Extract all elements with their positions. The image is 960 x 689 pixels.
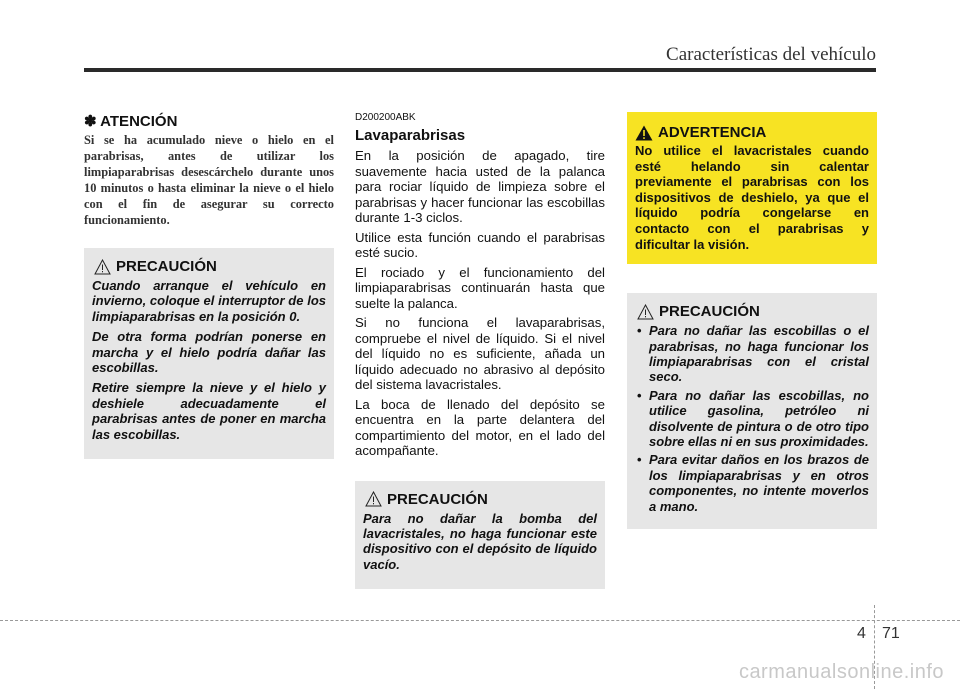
header-rule (84, 68, 876, 72)
precaucion-title-1 (92, 258, 326, 275)
watermark: carmanualsonline.info (738, 661, 944, 683)
precaucion-box-1 (84, 248, 334, 459)
caution-triangle-icon (637, 304, 654, 320)
section-code: D200200ABK (355, 112, 416, 123)
advertencia-title-text: ADVERTENCIA (658, 124, 767, 141)
warning-triangle-icon (635, 125, 653, 141)
caution-triangle-icon (94, 259, 111, 275)
advertencia-title (635, 124, 869, 141)
chapter-number: 4 (857, 625, 866, 642)
section-paragraph: Si no funciona el lavaparabrisas, compruebe el nivel de líquido. Si el nivel del líquido no es suficiente, añada un líquido adecuado no abrasivo al depósito del sistema lavacristales. (355, 315, 605, 392)
list-item: • Para no dañar las escobillas, no utilice gasolina, petróleo ni disolvente de pintura o de otro tipo sobre ellas ni en sus proximidades. (635, 388, 869, 450)
section-paragraph: En la posición de apagado, tire suavemente hacia usted de la palanca para rociar líquido de limpieza sobre el parabrisas y hacer funcionar las escobillas durante 1-3 ciclos. (355, 148, 605, 225)
list-item: • Para no dañar las escobillas o el parabrisas, no haga funcionar los limpiaparabrisas con el cristal seco. (635, 323, 869, 385)
precaucion-title-text-2: PRECAUCIÓN (387, 490, 488, 508)
page-number: 71 (882, 625, 900, 642)
section-paragraph: La boca de llenado del depósito se encuentra en la parte delantera del compartimiento del motor, en el lado del acompañante. (355, 396, 605, 458)
section-paragraph: El rociado y el funcionamiento del limpiaparabrisas continuarán hasta que suelte la palanca. (355, 264, 605, 311)
advertencia-box (627, 112, 877, 264)
section-paragraph: Utilice esta función cuando el parabrisas esté sucio. (355, 229, 605, 260)
column-left (84, 112, 334, 459)
advertencia-body: No utilice el lavacristales cuando esté helando sin calentar previamente el parabrisas con los dispositivos de deshielo, ya que el líquido podría congelarse en contacto con el parabrisas y dificultar la visión. (635, 143, 869, 252)
precaucion-box-3 (627, 293, 877, 529)
atencion-title: ✽ ATENCIÓN (84, 113, 178, 130)
precaucion-title-text-3: PRECAUCIÓN (659, 303, 760, 321)
atencion-body: Si se ha acumulado nieve o hielo en el parabrisas, antes de utilizar los limpiaparabrisas desescárchelo durante unos 10 minutos o hasta eliminar la nieve o el hielo con el fin de asegurar su correcto funcionamiento. (84, 133, 334, 227)
precaucion1-paragraph: De otra forma podrían ponerse en marcha y el hielo podría dañar las escobillas. (92, 329, 326, 376)
precaucion-title-text-1: PRECAUCIÓN (116, 258, 217, 275)
column-right (627, 112, 877, 529)
section-title: Lavaparabrisas (355, 127, 466, 144)
precaucion2-paragraph: Para no dañar la bomba del lavacristales, no haga funcionar este dispositivo con el depósito de líquido vacío. (363, 510, 597, 572)
precaucion1-paragraph: Retire siempre la nieve y el hielo y deshiele adecuadamente el parabrisas antes de poner en marcha las escobillas. (92, 380, 326, 442)
caution-triangle-icon (365, 491, 382, 507)
footer-rule (0, 620, 960, 621)
precaucion-title-2 (363, 491, 597, 508)
precaucion3-list (635, 323, 869, 514)
column-middle (355, 112, 605, 589)
list-item: • Para evitar daños en los brazos de los limpiaparabrisas y en otros componentes, no intente moverlos a mano. (635, 452, 869, 514)
precaucion1-paragraph: Cuando arranque el vehículo en invierno, coloque el interruptor de los limpiaparabrisas en la posición 0. (92, 278, 326, 324)
precaucion-box-2 (355, 481, 605, 590)
page-header-title: Características del vehículo (666, 44, 876, 65)
section-body (355, 148, 605, 459)
precaucion-title-3 (635, 303, 869, 320)
